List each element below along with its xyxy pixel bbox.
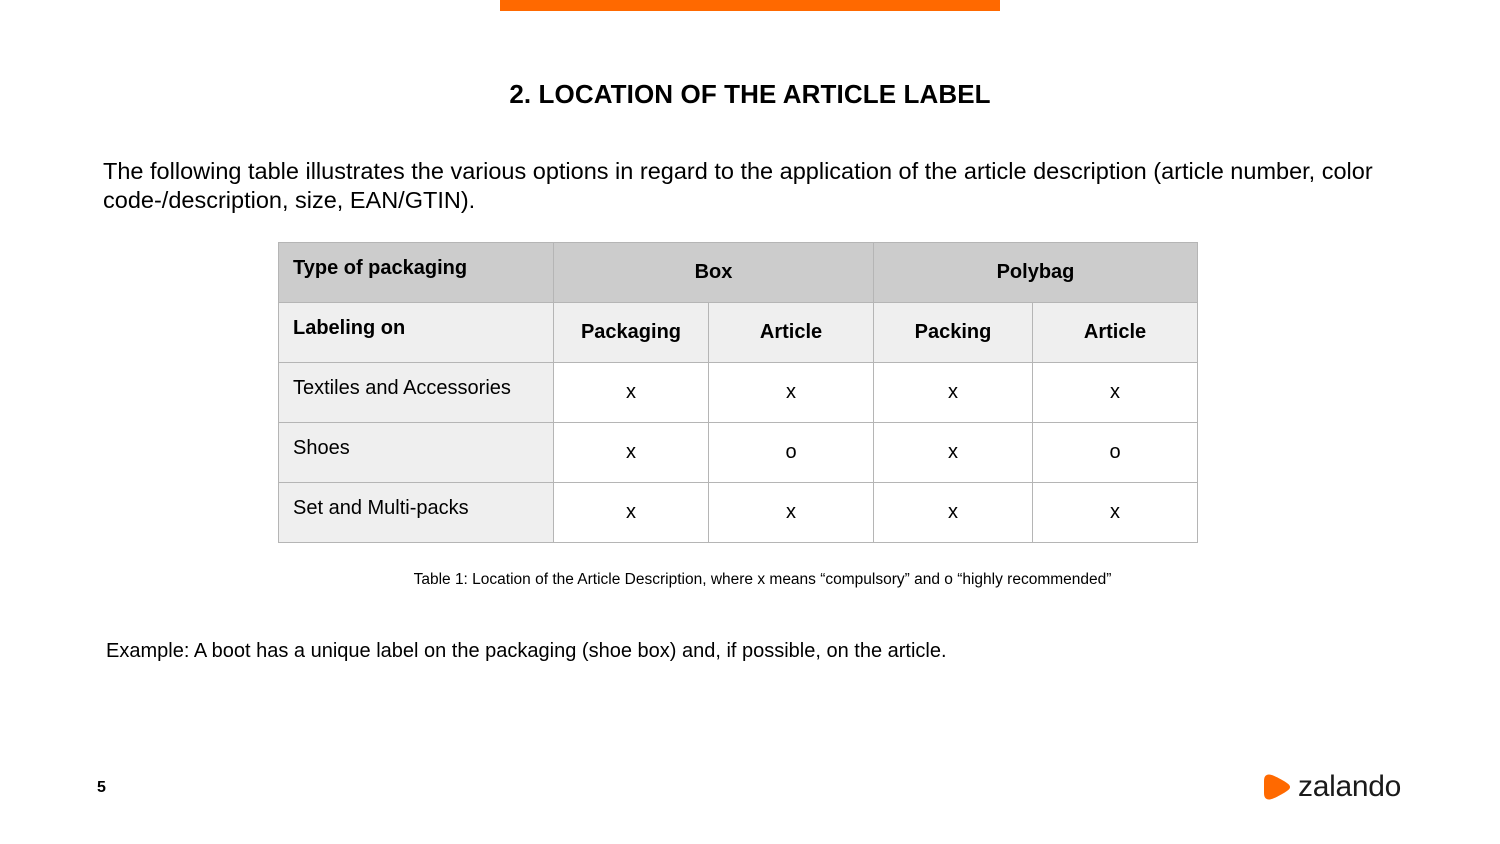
logo-wordmark: zalando bbox=[1298, 770, 1401, 803]
table-cell: x bbox=[874, 423, 1033, 483]
page-number: 5 bbox=[97, 779, 106, 796]
table-cell: x bbox=[554, 363, 709, 423]
table-cell: x bbox=[874, 483, 1033, 543]
table-cell: x bbox=[709, 483, 874, 543]
zalando-play-icon bbox=[1262, 772, 1292, 802]
subheader-label-cell: Labeling on bbox=[279, 303, 554, 363]
subheader-cell: Article bbox=[709, 303, 874, 363]
zalando-logo bbox=[1262, 770, 1401, 804]
subheader-cell: Article bbox=[1033, 303, 1198, 363]
subheader-cell: Packing bbox=[874, 303, 1033, 363]
accent-bar bbox=[500, 0, 1000, 11]
table-row bbox=[279, 423, 1198, 483]
table-cell: o bbox=[1033, 423, 1198, 483]
table-subheader-row bbox=[279, 303, 1198, 363]
table-cell: x bbox=[1033, 483, 1198, 543]
table-cell: x bbox=[554, 483, 709, 543]
table-cell: x bbox=[709, 363, 874, 423]
row-label-cell: Shoes bbox=[279, 423, 554, 483]
table-row bbox=[279, 483, 1198, 543]
header-group-box: Box bbox=[554, 243, 874, 303]
example-text: Example: A boot has a unique label on the packaging (shoe box) and, if possible, on the article. bbox=[106, 640, 947, 662]
table-caption: Table 1: Location of the Article Description, where x means “compulsory” and o “highly recommended” bbox=[413, 571, 1112, 588]
header-label-cell: Type of packaging bbox=[279, 243, 554, 303]
table-cell: x bbox=[1033, 363, 1198, 423]
row-label-cell: Set and Multi-packs bbox=[279, 483, 554, 543]
table-cell: o bbox=[709, 423, 874, 483]
subheader-cell: Packaging bbox=[554, 303, 709, 363]
page-title: 2. LOCATION OF THE ARTICLE LABEL bbox=[509, 79, 991, 109]
table-cell: x bbox=[874, 363, 1033, 423]
intro-paragraph: The following table illustrates the various options in regard to the application of the article description (article number, color code-/description, size, EAN/GTIN). bbox=[103, 158, 1373, 213]
row-label-cell: Textiles and Accessories bbox=[279, 363, 554, 423]
table-row bbox=[279, 363, 1198, 423]
table-header-row bbox=[279, 243, 1198, 303]
packaging-table bbox=[278, 242, 1198, 543]
table-cell: x bbox=[554, 423, 709, 483]
header-group-polybag: Polybag bbox=[874, 243, 1198, 303]
